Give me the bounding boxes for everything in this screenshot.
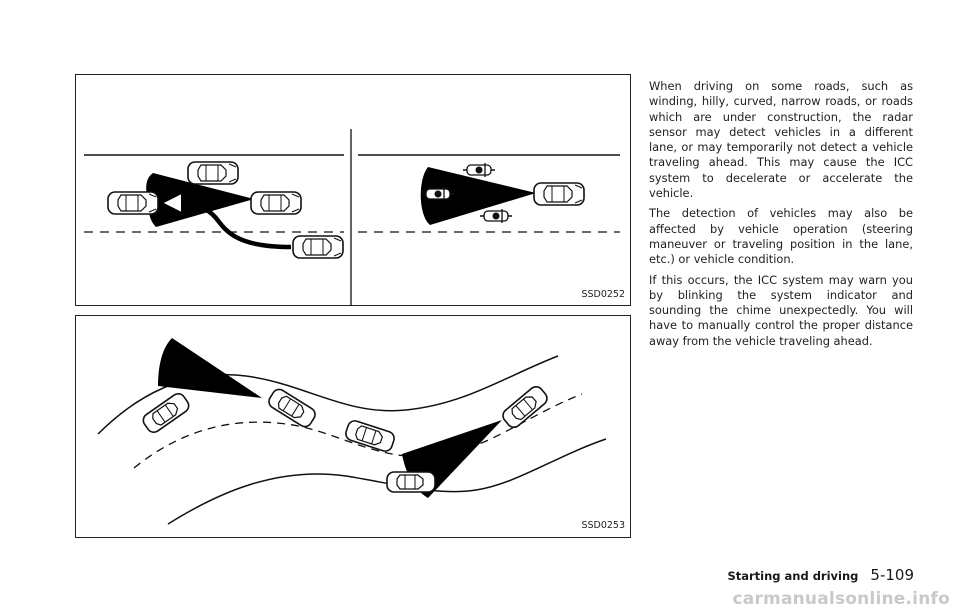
own-vehicle-car bbox=[108, 192, 158, 214]
body-text-column bbox=[649, 79, 913, 354]
paragraph: The detection of vehicles may also be affected by vehicle operation (steering maneuver or traveling position in the lane, etc.) or vehicle condition. bbox=[649, 206, 913, 267]
motorcycle bbox=[463, 163, 495, 177]
own-vehicle-car-bottom bbox=[387, 472, 435, 492]
paragraph: When driving on some roads, such as winding, hilly, curved, narrow roads, or roads which are under construction, the radar sensor may detect vehicles in a different lane, or may temporarily not detect a vehicle traveling ahead. This may cause the ICC system to decelerate or accelerate the vehicle. bbox=[649, 79, 913, 201]
motorcycle bbox=[480, 209, 512, 223]
figure-lane-change-detection bbox=[75, 74, 631, 306]
vehicle-car bbox=[344, 419, 396, 453]
paragraph: If this occurs, the ICC system may warn you by blinking the system indicator and sounding the chime unexpectedly. You will have to manually control the proper distance away from the vehicle traveling ahead. bbox=[649, 272, 913, 348]
section-title: Starting and driving bbox=[727, 569, 859, 583]
figure-lane-change-illustration bbox=[76, 75, 632, 307]
vehicle-car bbox=[500, 384, 550, 430]
figure-code: SSD0253 bbox=[581, 520, 625, 531]
figure-curved-road-illustration bbox=[76, 316, 632, 539]
watermark: carmanualsonline.info bbox=[732, 589, 950, 609]
vehicle-car bbox=[293, 236, 343, 258]
page-number: 5-109 bbox=[870, 566, 914, 584]
figure-curved-road-detection bbox=[75, 315, 631, 538]
page-footer bbox=[727, 566, 914, 584]
vehicle-car bbox=[188, 162, 238, 184]
figure-code: SSD0252 bbox=[581, 289, 625, 300]
own-vehicle-car-right bbox=[534, 183, 584, 205]
vehicle-car bbox=[141, 391, 192, 435]
vehicle-car bbox=[251, 192, 301, 214]
radar-beam-top bbox=[158, 338, 262, 398]
